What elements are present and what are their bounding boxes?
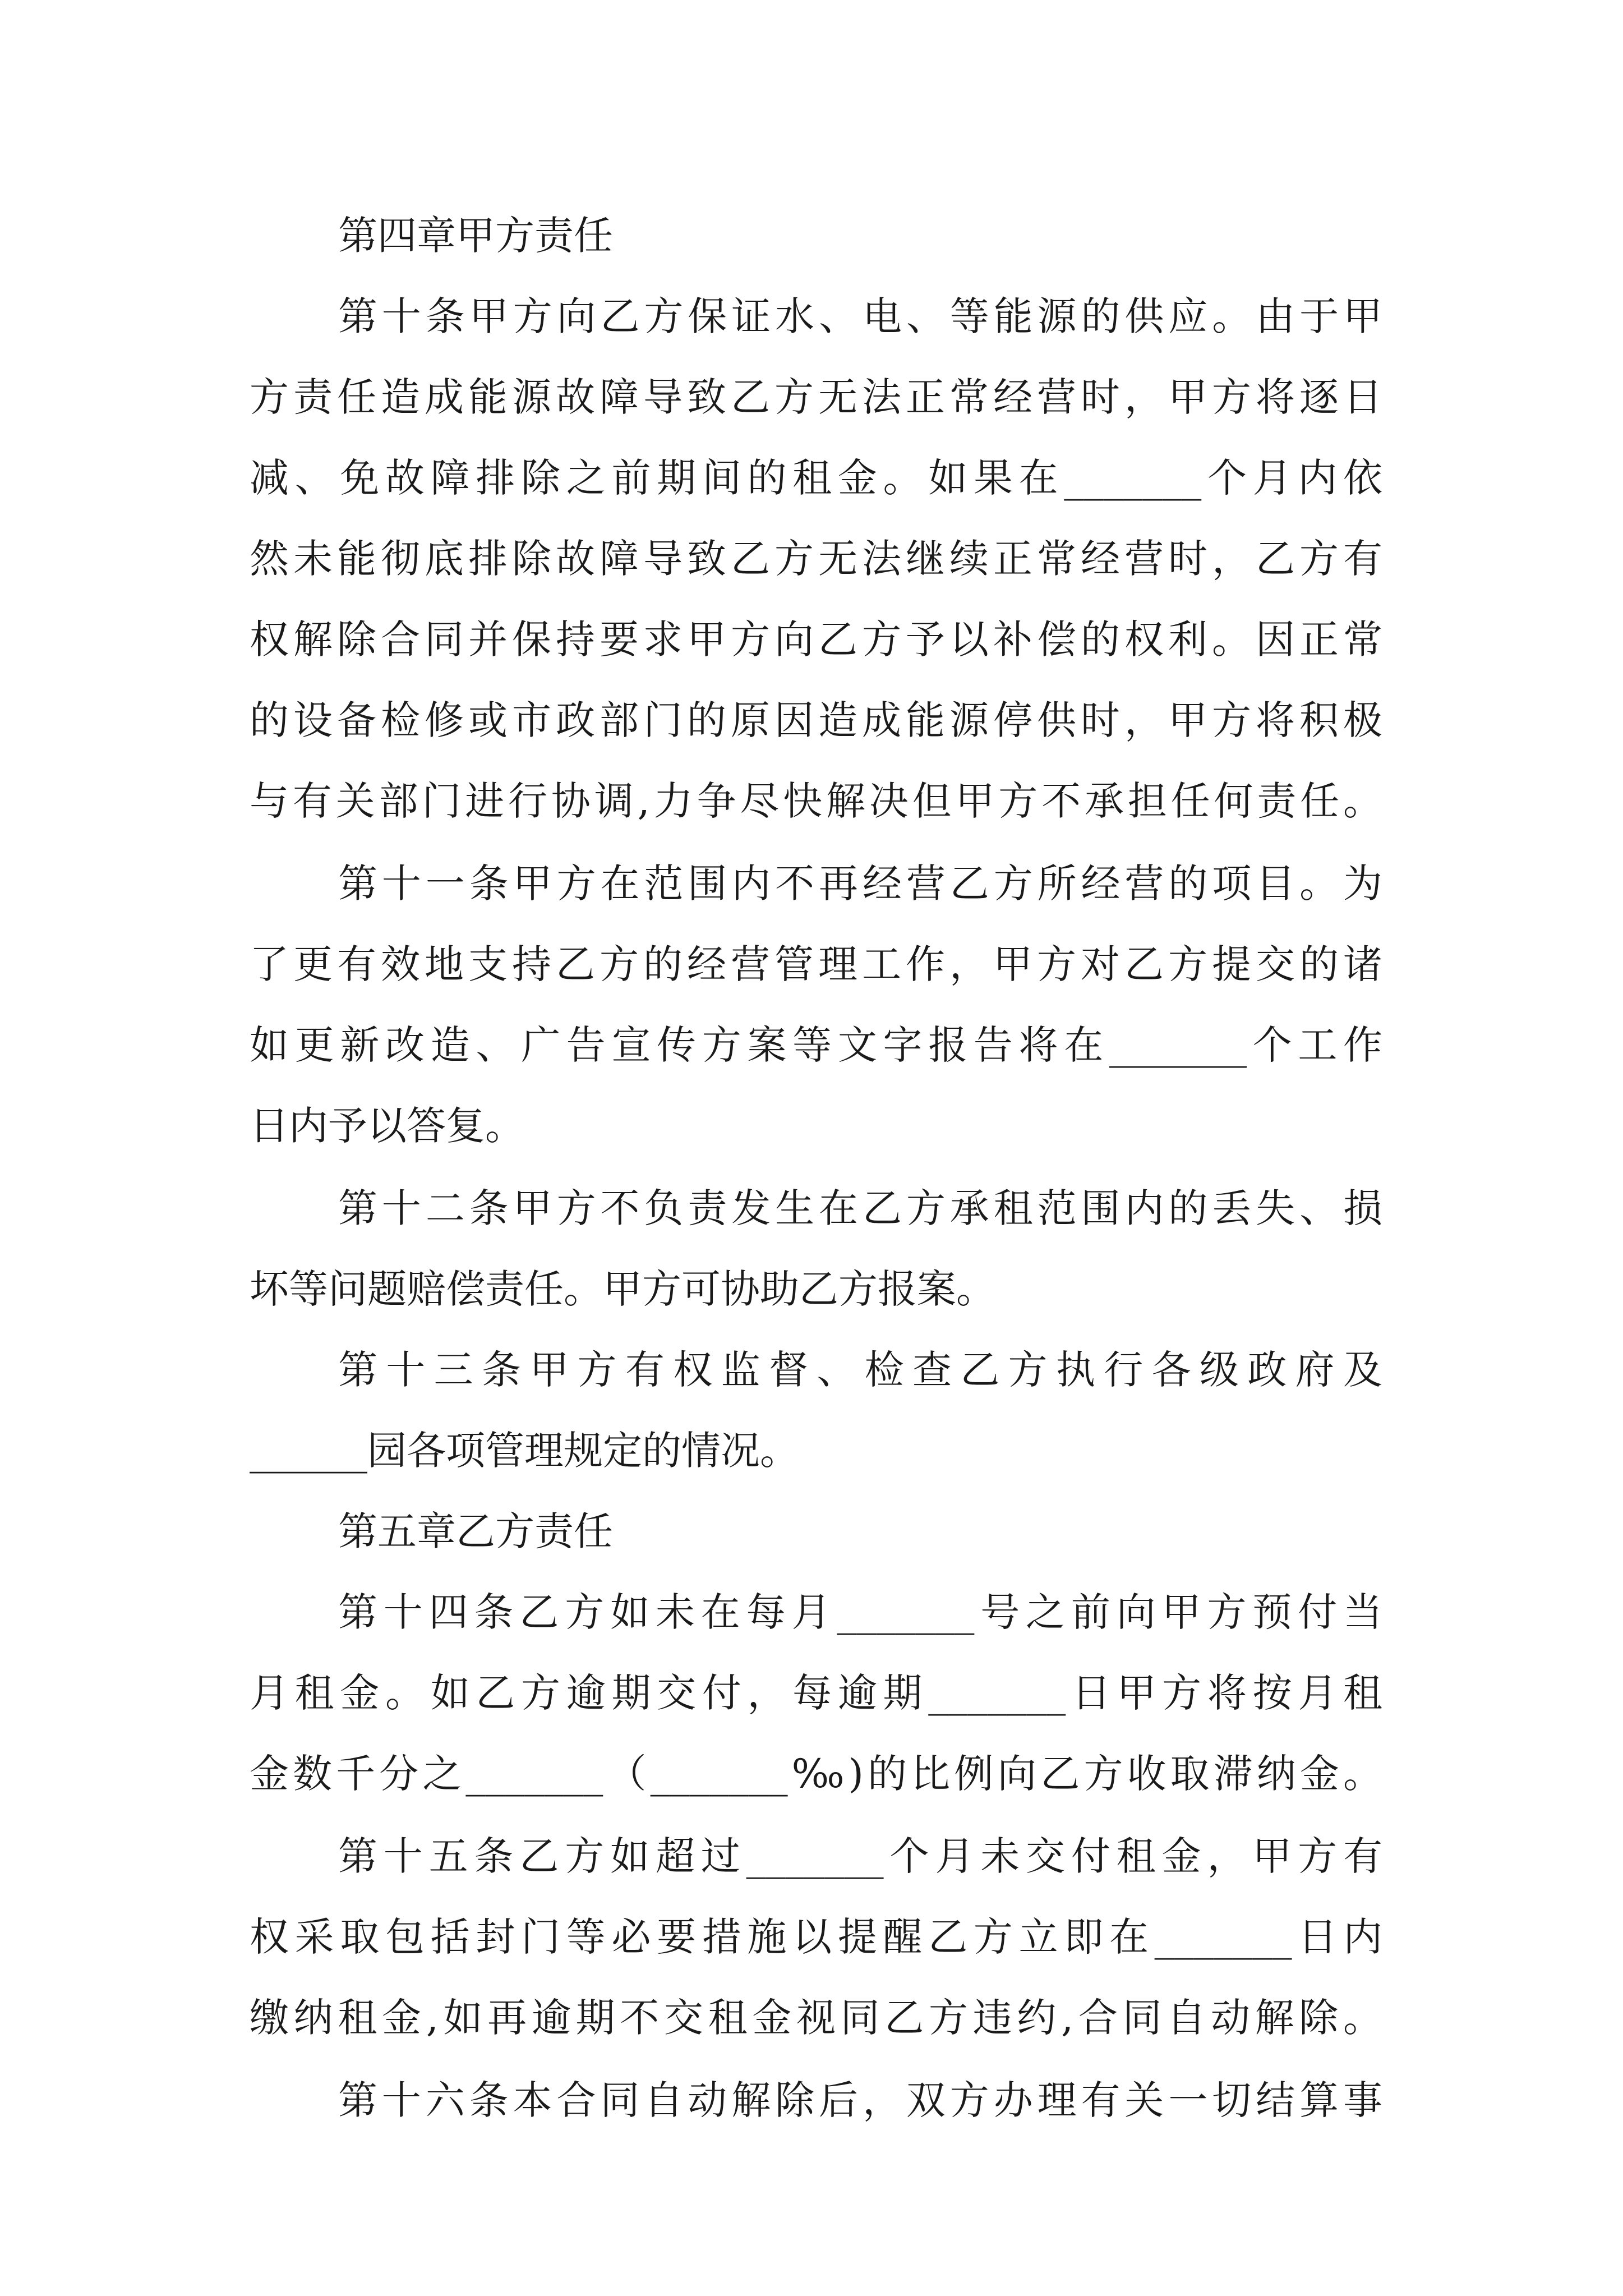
- article-13-line-2: ______园各项管理规定的情况。: [250, 1428, 799, 1474]
- article-14-line-3: 金数千分之_______（_______‰)的比例向乙方收取滞纳金。: [250, 1751, 1382, 1797]
- article-11-line-4: 日内予以答复。: [250, 1103, 524, 1149]
- article-10-line-3: 减、免故障排除之前期间的租金。如果在_______个月内依: [250, 455, 1382, 501]
- article-13-line-1: 第十三条甲方有权监督、检查乙方执行各级政府及: [338, 1347, 1382, 1393]
- article-16-line-1: 第十六条本合同自动解除后，双方办理有关一切结算事: [338, 2077, 1382, 2123]
- article-10-line-2: 方责任造成能源故障导致乙方无法正常经营时，甲方将逐日: [250, 374, 1382, 420]
- article-10-line-4: 然未能彻底排除故障导致乙方无法继续正常经营时，乙方有: [250, 536, 1382, 582]
- article-10-line-1: 第十条甲方向乙方保证水、电、等能源的供应。由于甲: [338, 293, 1382, 339]
- article-12-line-1: 第十二条甲方不负责发生在乙方承租范围内的丢失、损: [338, 1185, 1382, 1231]
- article-14-line-2: 月租金。如乙方逾期交付，每逾期_______日甲方将按月租: [250, 1670, 1382, 1716]
- article-14-line-1: 第十四条乙方如未在每月_______号之前向甲方预付当: [338, 1589, 1382, 1635]
- article-10-line-7: 与有关部门进行协调,力争尽快解决但甲方不承担任何责任。: [250, 778, 1382, 824]
- article-11-line-2: 了更有效地支持乙方的经营管理工作，甲方对乙方提交的诸: [250, 941, 1382, 987]
- chapter-heading-4: 第四章甲方责任: [338, 213, 613, 259]
- article-10-line-5: 权解除合同并保持要求甲方向乙方予以补偿的权利。因正常: [250, 616, 1382, 662]
- article-11-line-3: 如更新改造、广告宣传方案等文字报告将在_______个工作: [250, 1022, 1382, 1068]
- article-15-line-1: 第十五条乙方如超过_______个月未交付租金，甲方有: [338, 1833, 1382, 1879]
- article-12-line-2: 坏等问题赔偿责任。甲方可协助乙方报案。: [250, 1266, 995, 1312]
- article-11-line-1: 第十一条甲方在范围内不再经营乙方所经营的项目。为: [338, 861, 1382, 907]
- article-10-line-6: 的设备检修或市政部门的原因造成能源停供时，甲方将积极: [250, 697, 1382, 743]
- article-15-line-3: 缴纳租金,如再逾期不交租金视同乙方违约,合同自动解除。: [250, 1995, 1382, 2041]
- article-15-line-2: 权采取包括封门等必要措施以提醒乙方立即在_______日内: [250, 1914, 1382, 1960]
- chapter-heading-5: 第五章乙方责任: [338, 1508, 613, 1554]
